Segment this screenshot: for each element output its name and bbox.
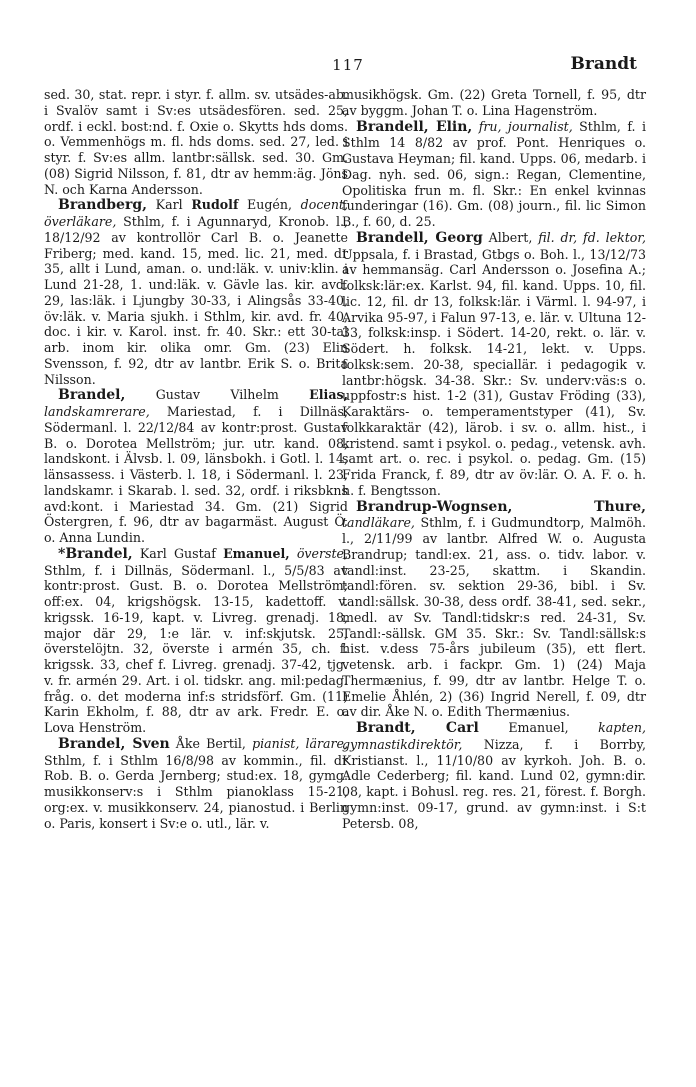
entry-given-names: Gustav Vilhelm (155, 387, 279, 403)
entry-text: sed. 30, stat. repr. i styr. f. allm. sv. utsädes-ab. i Svalöv samt i Sv:es utsädesfören. sed. 25, ordf. i eckl. bost:nd. f. Oxie o. Skytts hds doms. o. Vemmenhögs m. fl. hds doms. sed. 27, led. i styr. f. Sv:es allm. lantbr:sällsk. sed. 30. Gm. (08) Sigrid Nilsson, f. 81, dtr av hemm:äg. Jöns N. och Karna Andersson. (44, 87, 348, 197)
entry-occupation: landskamrerare, (44, 404, 150, 419)
entry-surname: Brandt, Carl (356, 720, 479, 736)
running-head: Brandt (570, 54, 637, 74)
entry-occupation: docent, överläkare, (44, 197, 348, 229)
entry-given-names: Karl (155, 197, 183, 213)
biography-entry (342, 720, 646, 831)
entry-occupation: fru, journalist, (478, 118, 573, 134)
entry-given-names-rest: Eugén, (247, 197, 292, 213)
entry-called-name: Rudolf (191, 197, 239, 213)
entry-surname: Brandrup-Wognsen, Thure, (356, 498, 646, 515)
entry-surname: Brandel, Sven (58, 735, 170, 752)
entry-text: musikhögsk. Gm. (22) Greta Tornell, f. 95, dtr av byggm. Johan T. o. Lina Hagenström. (342, 87, 646, 118)
entry-given-names: Emanuel, (508, 720, 569, 735)
entry-text: Nizza, f. i Borrby, Kristianst. l., 11/10/80 av kyrkoh. Joh. B. o. Adle Cederberg; fil. kand. Lund 02, gymn:dir. 08, kapt. i Bohusl. reg. res. 21, förest. f. Borgh. gymn:inst. 09-17, grund. av gymn:inst. i S:t Petersb. 08, (342, 736, 646, 831)
entry-text: Sthlm, f. i Dillnäs, Södermanl. l., 5/5/83 av kontr:prost. Gust. B. o. Dorotea Mellström; off:ex. 04, krigshögsk. 13-15, kadettoff. v. krigssk. 16-19, kapt. v. Livreg. grenadj. 18, major där 29, 1:e lär. v. inf:skjutsk. 25, överstelöjtn. 32, överste i armén 35, ch. f. krigssk. 33, chef f. Livreg. grenadj. 37-42, tjg. v. fr. armén 29. Art. i ol. tidskr. ang. mil:pedag. fråg. o. det moderna inf:s stridsförf. Gm. (11) Karin Ekholm, f. 88, dtr av ark. Fredr. E. o. Lova Henström. (44, 562, 348, 735)
continued-entry (44, 87, 348, 197)
biography-entry (44, 387, 348, 546)
biography-entry (342, 230, 646, 499)
entry-text: Sthlm, f. i Agunnaryd, Kronob. l., 18/12/92 av kontrollör Carl B. o. Jeanette Friberg; med. kand. 15, med. lic. 21, med. dr 35, allt i Lund, aman. o. und:läk. v. univ:klin. i Lund 21-28, 1. und:läk. v. Gävle las. kir. avd. 29, las:läk. i Ljungby 30-33, i Alingsås 33-40, öv:läk. v. Maria sjukh. i Sthlm, kir. avd. fr. 40, doc. i kir. v. Karol. inst. fr. 40. Skr.: ett 30-tal arb. inom kir. olika omr. Gm. (23) Elin Svensson, f. 92, dtr av lantbr. Erik S. o. Brita Nilsson. (44, 214, 348, 387)
entry-surname: Brandel, (58, 387, 126, 404)
entry-given-names: Åke Bertil, (175, 735, 246, 751)
entry-text: Sthlm, f. i Gudmundtorp, Malmöh. l., 2/11/99 av lantbr. Alfred W. o. Augusta Brandrup; tandl:ex. 21, ass. o. tidv. labor. v. tandl:inst. 23-25, skattm. i Skandin. tandl:fören. sv. sektion 29-36, bibl. i Sv. tandl:sällsk. 30-38, dess ordf. 38-41, sed. sekr., medl. av Sv. Tandl:tidskr:s red. 24-31, Sv. Tandl:-sällsk. GM 35. Skr.: Sv. Tandl:sällsk:s hist. v.dess 75-års jubileum (35), ett flert. vetensk. arb. i fackpr. Gm. 1) (24) Maja Thermænius, f. 99, dtr av lantbr. Helge T. o. Emelie Åhlén, 2) (36) Ingrid Nerell, f. 09, dtr av dir. Åke N. o. Edith Thermænius. (342, 515, 646, 720)
biography-entry (44, 736, 348, 832)
entry-surname: Brandell, Georg (356, 229, 483, 246)
biography-entry (342, 119, 646, 230)
left-column (44, 87, 348, 831)
entry-occupation: överste, (296, 545, 348, 561)
entry-occupation: tandläkare, (342, 515, 415, 531)
entry-called-name: Elias, (309, 387, 348, 403)
entry-called-name: Emanuel, (223, 545, 290, 561)
entry-text: Uppsala, f. i Brastad, Gtbgs o. Boh. l., 13/12/73 av hemmansäg. Carl Andersson o. Josefina A.; folksk:lär:ex. Karlst. 94, fil. kand. Upps. 10, fil. lic. 12, fil. dr 13, folksk:lär. i Värml. l. 94-97, i Arvika 95-97, i Falun 97-13, e. lär. v. Ultuna 12-33, folksk:insp. i Södert. 14-20, rekt. o. lär. v. Södert. h. folksk. 14-21, lekt. v. Upps. folksk:sem. 20-38, speciallär. i pedagogik v. lantbr:högsk. 34-38. Skr.: Sv. underv:väs:s o. uppfostr:s hist. 1-2 (31), Gustav Fröding (33), Karaktärs- o. temperamentstyper (41), Sv. folkkaraktär (42), lärob. i sv. o. allm. hist., i kristend. samt i psykol. o. pedag., vetensk. avh. samt art. o. rec. i psykol. o. pedag. Gm. (15) Frida Franck, f. 89, dtr av öv:lär. O. A. F. o. h. h. f. Bengtsson. (342, 246, 646, 498)
continued-entry (342, 87, 646, 119)
entry-given-names: Albert, (488, 229, 533, 245)
biography-entry (44, 546, 348, 736)
entry-occupation: fil. dr, fd. lektor, (538, 229, 646, 245)
page-number: 117 (332, 56, 364, 74)
entry-surname: Brandberg, (58, 197, 147, 214)
entry-text: Sthlm, f. i Sthlm 14 8/82 av prof. Pont. Henriques o. Gustava Heyman; fil. kand. Upps. 06, medarb. i Dag. nyh. sed. 06, sign.: Regan, Clementine, Opolitiska frun m. fl. Skr.: En enkel kvinnas funderingar (16). Gm. (08) journ., fil. lic Simon B., f. 60, d. 25. (342, 118, 646, 229)
entry-given-names: Karl Gustaf (139, 545, 216, 561)
entry-occupation: kapten, gymnastikdirektör, (342, 720, 646, 752)
entry-text: Sthlm, f. i Sthlm 16/8/98 av kommin., fil. dr Rob. B. o. Gerda Jernberg; stud:ex. 18, gymg. musikkonserv:s i Sthlm pianoklass 15-21, org:ex. v. musikkonserv. 24, pianostud. i Berlin o. Paris, konsert i Sv:e o. utl., lär. v. (44, 752, 348, 831)
biography-entry (342, 499, 646, 721)
entry-surname: *Brandel, (58, 545, 133, 562)
right-column (342, 87, 646, 831)
entry-occupation: pianist, lärare, (252, 735, 348, 751)
entry-surname: Brandell, Elin, (356, 118, 473, 135)
entry-text: Mariestad, f. i Dillnäs, Södermanl. l. 22/12/84 av kontr:prost. Gustav B. o. Dorotea Mellström; jur. utr. kand. 08, landskont. i Älvsb. l. 09, länsbokh. i Gotl. l. 14, länsassess. i Västerb. l. 18, i Södermanl. l. 23, landskamr. i Skarab. l. sed. 32, ordf. i riksbkns avd:kont. i Mariestad 34. Gm. (21) Sigrid Östergren, f. 96, dtr av bagarmäst. August Ö. o. Anna Lundin. (44, 404, 348, 545)
biography-entry (44, 197, 348, 387)
